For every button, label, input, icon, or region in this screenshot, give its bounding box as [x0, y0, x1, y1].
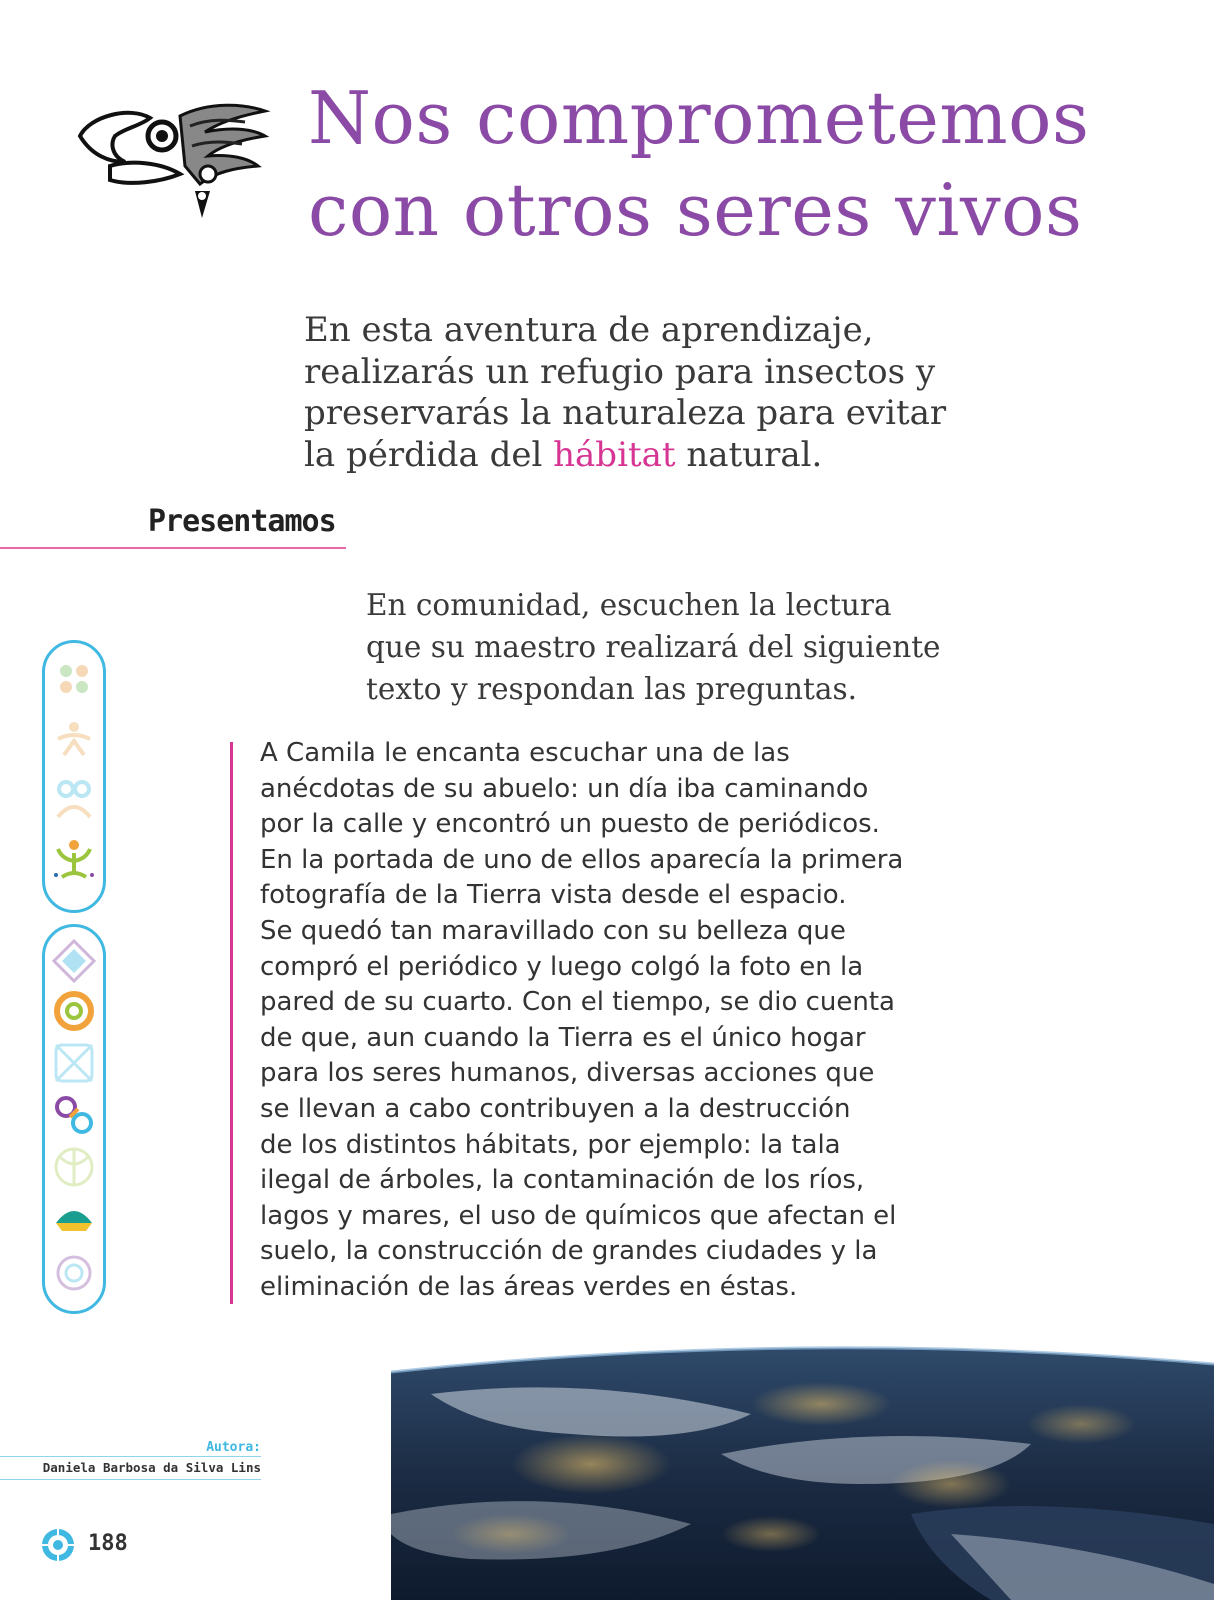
reading-line: lagos y mares, el uso de químicos que afectan el [260, 1200, 897, 1231]
reading-line: se llevan a cabo contribuyen a la destrucción [260, 1093, 851, 1124]
reading-line: de los distintos hábitats, por ejemplo: la tala [260, 1129, 841, 1160]
people-icon [52, 777, 96, 821]
instructions-paragraph [366, 584, 941, 710]
reading-line: compró el periódico y luego colgó la foto en la [260, 951, 864, 982]
sidebar-icon-group-1 [42, 640, 106, 913]
page-emblem-icon [40, 1527, 76, 1563]
community-icon [52, 717, 96, 761]
ring-icon [52, 989, 96, 1033]
author-label: Autora: [206, 1440, 261, 1455]
reading-line: fotografía de la Tierra vista desde el espacio. [260, 880, 847, 911]
reading-line: de que, aun cuando la Tierra es el único hogar [260, 1022, 866, 1053]
plant-person-icon [52, 837, 96, 881]
instructions-line: texto y respondan las preguntas. [366, 672, 857, 706]
author-divider-bottom [0, 1479, 261, 1480]
reading-line: anécdotas de su abuelo: un día iba caminando [260, 773, 869, 804]
spiral-icon [52, 1251, 96, 1295]
intro-paragraph [304, 310, 946, 476]
reading-quote-bar [230, 742, 233, 1304]
link-icon [52, 1093, 96, 1137]
intro-line-4-start: la pérdida del [304, 434, 554, 475]
page-number: 188 [88, 1531, 128, 1556]
section-heading: Presentamos [148, 504, 336, 539]
eagle-head-icon [70, 96, 270, 226]
dome-icon [52, 1197, 96, 1241]
reading-text [260, 736, 903, 1306]
reading-line: suelo, la construcción de grandes ciudades y la [260, 1236, 878, 1267]
seed-icon [52, 657, 96, 701]
intro-line-1: En esta aventura de aprendizaje, [304, 310, 874, 350]
reading-line: Se quedó tan maravillado con su belleza que [260, 915, 846, 946]
intro-line-3: preservarás la naturaleza para evitar [304, 393, 947, 433]
reading-line: ilegal de árboles, la contaminación de los ríos, [260, 1165, 865, 1196]
intro-line-4 [304, 435, 946, 477]
reading-line: eliminación de las áreas verdes en éstas. [260, 1271, 798, 1302]
reading-line: En la portada de uno de ellos aparecía la primera [260, 844, 904, 875]
section-divider [0, 547, 346, 549]
earth-at-night-photo [391, 1334, 1214, 1600]
reading-line: pared de su cuarto. Con el tiempo, se dio cuenta [260, 987, 895, 1018]
author-name: Daniela Barbosa da Silva Lins [42, 1460, 261, 1475]
title-line-2: con otros seres vivos [308, 168, 1083, 252]
page-title [308, 72, 1089, 256]
box-icon [52, 1041, 96, 1085]
diamond-icon [52, 939, 96, 983]
instructions-line: que su maestro realizará del siguiente [366, 630, 941, 664]
reading-line: por la calle y encontró un puesto de periódicos. [260, 809, 880, 840]
reading-line: para los seres humanos, diversas acciones que [260, 1058, 875, 1089]
intro-line-2: realizarás un refugio para insectos y [304, 351, 936, 392]
instructions-line: En comunidad, escuchen la lectura [366, 588, 892, 622]
author-divider [0, 1456, 261, 1457]
habitat-keyword[interactable]: hábitat [553, 434, 676, 475]
sidebar-icon-group-2 [42, 924, 106, 1314]
title-line-1: Nos comprometemos [308, 76, 1090, 160]
intro-line-4-end: natural. [675, 434, 823, 475]
shell-icon [52, 1145, 96, 1189]
reading-line: A Camila le encanta escuchar una de las [260, 738, 790, 768]
